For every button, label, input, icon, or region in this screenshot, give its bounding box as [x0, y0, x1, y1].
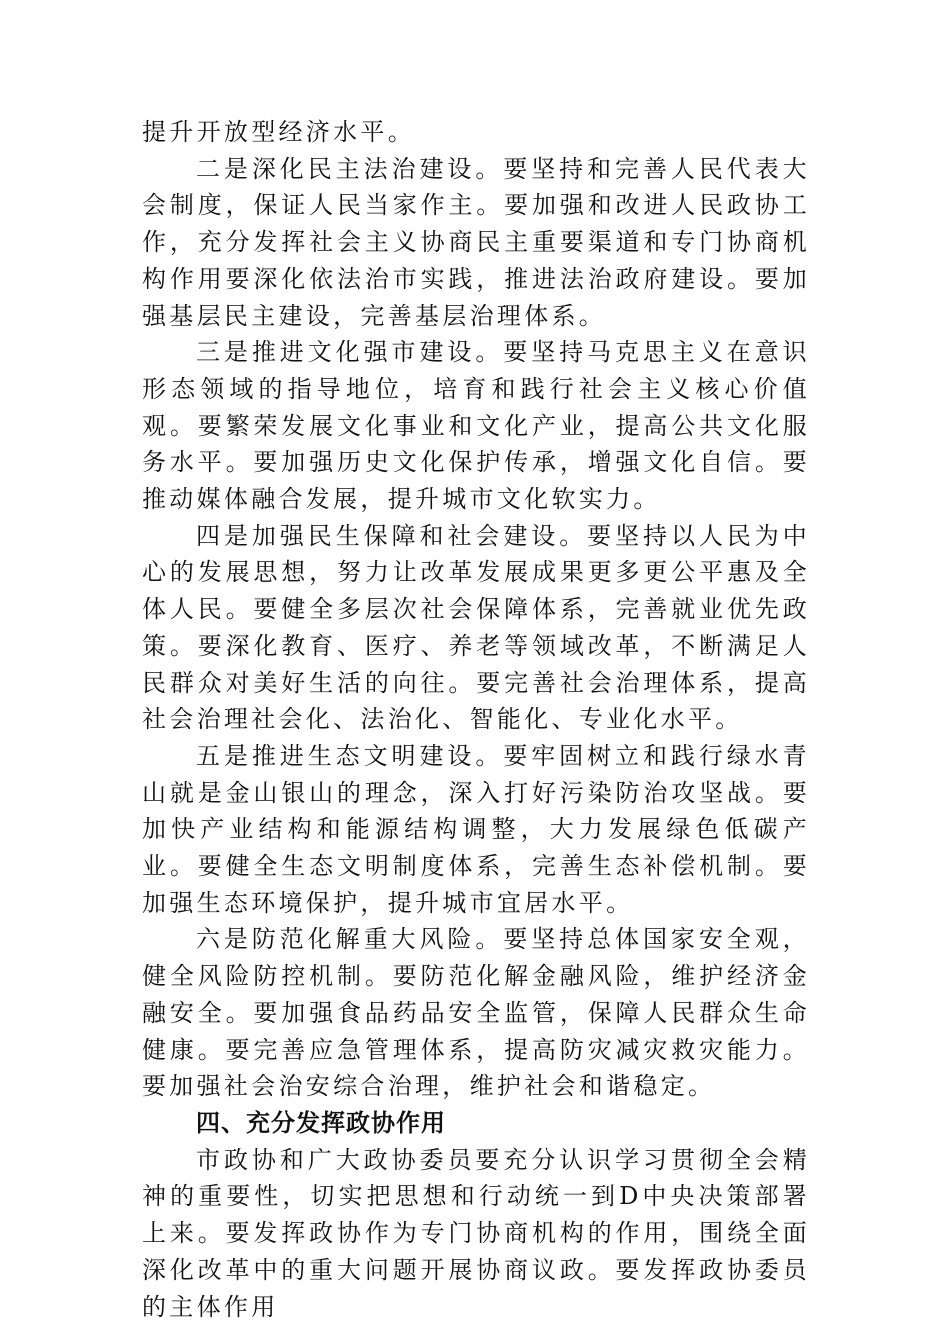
section-heading: 四、充分发挥政协作用 [196, 1108, 446, 1137]
paragraph-text: 市政协和广大政协委员要充分认识学习贯彻全会精神的重要性，切实把思想和行动统一到D中央决策部署上来。要发挥政协作为专门协商机构的作用，围绕全面深化改革中的重大问题开展协商议政。要发挥政协委员的主体作用 [142, 1145, 810, 1321]
paragraph-lead: 六是防范化解重大风险。 [196, 925, 504, 954]
paragraph-ecology [142, 738, 810, 922]
paragraph-cppcc [142, 1142, 810, 1326]
paragraph-risk [142, 921, 810, 1105]
paragraph-text: 要坚持以人民为中心的发展思想，努力让改革发展成果更多更公平惠及全体人民。要健全多层次社会保障体系，完善就业优先政策。要深化教育、医疗、养老等领域改革，不断满足人民群众对美好生活的向往。要完善社会治理体系，提高社会治理社会化、法治化、智能化、专业化水平。 [142, 521, 811, 734]
paragraph-lead: 三是推进文化强市建设。 [196, 338, 504, 367]
paragraph-text: 提升开放型经济水平。 [142, 118, 415, 146]
paragraph-text: 要坚持总体国家安全观，健全风险防控机制。要防范化解金融风险，维护经济金融安全。要加强食品药品安全监管，保障人民群众生命健康。要完善应急管理体系，提高防灾减灾救灾能力。要加强社会治安综合治理，维护社会和谐稳定。 [142, 925, 810, 1101]
paragraph-lead: 四是加强民生保障和社会建设。 [196, 521, 588, 550]
paragraph-text: 要牢固树立和践行绿水青山就是金山银山的理念，深入打好污染防治攻坚战。要加快产业结构和能源结构调整，大力发展绿色低碳产业。要健全生态文明制度体系，完善生态补偿机制。要加强生态环境保护，提升城市宜居水平。 [142, 741, 810, 917]
paragraph-continuation [142, 114, 810, 151]
paragraph-democracy-rule-of-law [142, 151, 810, 335]
document-page [142, 114, 810, 1325]
paragraph-lead: 二是深化民主法治建设。 [196, 154, 504, 183]
paragraph-lead: 五是推进生态文明建设。 [196, 741, 504, 770]
paragraph-culture [142, 334, 810, 518]
paragraph-text: 要坚持和完善人民代表大会制度，保证人民当家作主。要加强和改进人民政协工作，充分发挥社会主义协商民主重要渠道和专门协商机构作用要深化依法治市实践，推进法治政府建设。要加强基层民主建设，完善基层治理体系。 [142, 154, 810, 330]
paragraph-livelihood [142, 518, 810, 738]
paragraph-text: 要坚持马克思主义在意识形态领域的指导地位，培育和践行社会主义核心价值观。要繁荣发展文化事业和文化产业，提高公共文化服务水平。要加强历史文化保护传承，增强文化自信。要推动媒体融合发展，提升城市文化软实力。 [142, 338, 810, 514]
